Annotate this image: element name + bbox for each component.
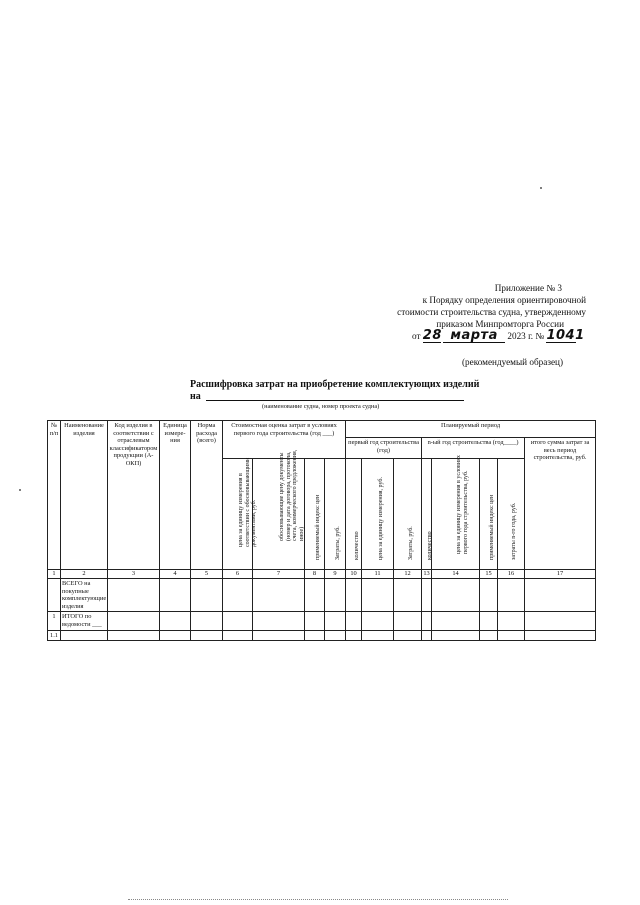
header-applied-index: применяемый индекс цен (305, 459, 325, 570)
cell (191, 630, 223, 641)
col-number: 14 (432, 570, 480, 579)
cell (362, 579, 394, 612)
cell (108, 612, 160, 630)
header-planned-period: Планируемый период (346, 421, 596, 438)
sample-note: (рекомендуемый образец) (462, 357, 564, 367)
vessel-caption: (наименование судна, номер проекта судна) (262, 403, 380, 410)
cell (480, 630, 498, 641)
cell (223, 612, 253, 630)
cell (525, 579, 596, 612)
cell (191, 579, 223, 612)
appendix-line-4: приказом Минпромторга России (436, 319, 564, 329)
cell (480, 579, 498, 612)
row-name: ИТОГО по ведомости ___ (61, 612, 108, 630)
header-first-qty: количество (346, 459, 362, 570)
cell (223, 579, 253, 612)
scan-speck (19, 489, 21, 491)
col-number: 13 (423, 570, 430, 577)
cell (223, 630, 253, 641)
cell (325, 612, 346, 630)
col-number: 5 (191, 570, 223, 579)
cell (422, 612, 432, 630)
table-row-subtotal (48, 612, 596, 630)
col-number: 12 (394, 570, 422, 579)
cell (346, 579, 362, 612)
table-row-item (48, 630, 596, 641)
cell (362, 612, 394, 630)
header-total-sum: итого сумма затрат за весь период строительства, руб. (525, 438, 596, 570)
cell (108, 630, 160, 641)
col-number: 1 (48, 570, 61, 579)
cell (253, 612, 305, 630)
col-number: 9 (325, 570, 346, 579)
cell (394, 612, 422, 630)
order-date-line (412, 330, 592, 343)
cell (432, 579, 480, 612)
scan-edge (128, 899, 508, 900)
col-number: 10 (346, 570, 362, 579)
header-unit: Единица измере- ния (160, 421, 191, 570)
cell (498, 579, 525, 612)
on-label: на (190, 391, 201, 402)
cell (325, 630, 346, 641)
date-day: 28 (422, 328, 442, 343)
order-number: 1041 (546, 328, 585, 343)
cell (394, 579, 422, 612)
cell (362, 630, 394, 641)
col-number: 11 (362, 570, 394, 579)
cell (108, 579, 160, 612)
header-norm: Норма расхода (всего) (191, 421, 223, 570)
col-number: 17 (525, 570, 596, 579)
header-price-unit: цена за единицу измерения в соответствии с обосновывающими документами, руб. (223, 459, 253, 570)
cell (394, 630, 422, 641)
header-nth-cost: затраты n-го года, руб. (498, 459, 525, 570)
row-num (48, 579, 61, 612)
header-justify-docs: обосновывающие цену документы (номер и дата договора, протокола, счета, коммерческого предложения, иное) (253, 459, 305, 570)
cell (346, 612, 362, 630)
row-num: 1.1 (48, 630, 61, 641)
header-nth-index: применяемый индекс цен (480, 459, 498, 570)
cell (346, 630, 362, 641)
header-first-cost: Затраты, руб. (394, 459, 422, 570)
components-cost-table (47, 420, 596, 641)
cell (480, 612, 498, 630)
col-number: 15 (480, 570, 498, 579)
scan-speck (540, 187, 542, 189)
cell (432, 630, 480, 641)
cell (422, 579, 432, 612)
col-number: 8 (305, 570, 325, 579)
cell (160, 612, 191, 630)
appendix-line-3: стоимости строительства судна, утвержденному (397, 307, 586, 317)
cell (305, 612, 325, 630)
appendix-line-2: к Порядку определения ориентировочной (422, 295, 586, 305)
vessel-name-line (206, 400, 464, 401)
cell (253, 630, 305, 641)
col-number: 16 (498, 570, 525, 579)
table-row-total-all (48, 579, 596, 612)
header-first-year: первый год строительства (год) (346, 438, 422, 459)
cell (191, 612, 223, 630)
header-num: № п/п (48, 421, 61, 570)
cell (432, 612, 480, 630)
cell (525, 612, 596, 630)
cell (160, 630, 191, 641)
header-cost-rub: Затраты, руб. (325, 459, 346, 570)
cell (525, 630, 596, 641)
cell (498, 630, 525, 641)
header-nth-qty: количество (422, 459, 432, 570)
col-number: 4 (160, 570, 191, 579)
cell (305, 630, 325, 641)
col-number: 6 (223, 570, 253, 579)
cell (422, 630, 432, 641)
date-year: 2023 г. № (507, 331, 545, 341)
header-nth-year: n-ый год строительства (год____) (422, 438, 525, 459)
header-cost-group: Стоимостная оценка затрат в условиях первого года строительства (год ___) (223, 421, 346, 459)
date-month: марта (443, 330, 505, 343)
appendix-header (330, 282, 586, 330)
header-name: Наименование изделия (61, 421, 108, 570)
date-prefix: от (412, 331, 421, 341)
column-numbers-row (48, 570, 596, 579)
row-name (61, 630, 108, 641)
header-first-price: цена за единицу измерения, руб. (362, 459, 394, 570)
document-title: Расшифровка затрат на приобретение комплектующих изделий (190, 379, 480, 390)
cell (325, 579, 346, 612)
cell (305, 579, 325, 612)
cell (160, 579, 191, 612)
cell (498, 612, 525, 630)
col-number: 3 (108, 570, 160, 579)
col-number: 7 (253, 570, 305, 579)
appendix-number: Приложение № 3 (494, 283, 562, 293)
cell (253, 579, 305, 612)
col-number: 2 (61, 570, 108, 579)
header-nth-price: цена за единицу измерения в условиях первого года строительства, руб. (432, 459, 480, 570)
row-name: ВСЕГО на покупные комплектующие изделия (61, 579, 108, 612)
row-num: 1 (48, 612, 61, 630)
header-code: Код изделия в соответствии с отраслевым классификатором продукции (А-ОКП) (108, 421, 160, 570)
